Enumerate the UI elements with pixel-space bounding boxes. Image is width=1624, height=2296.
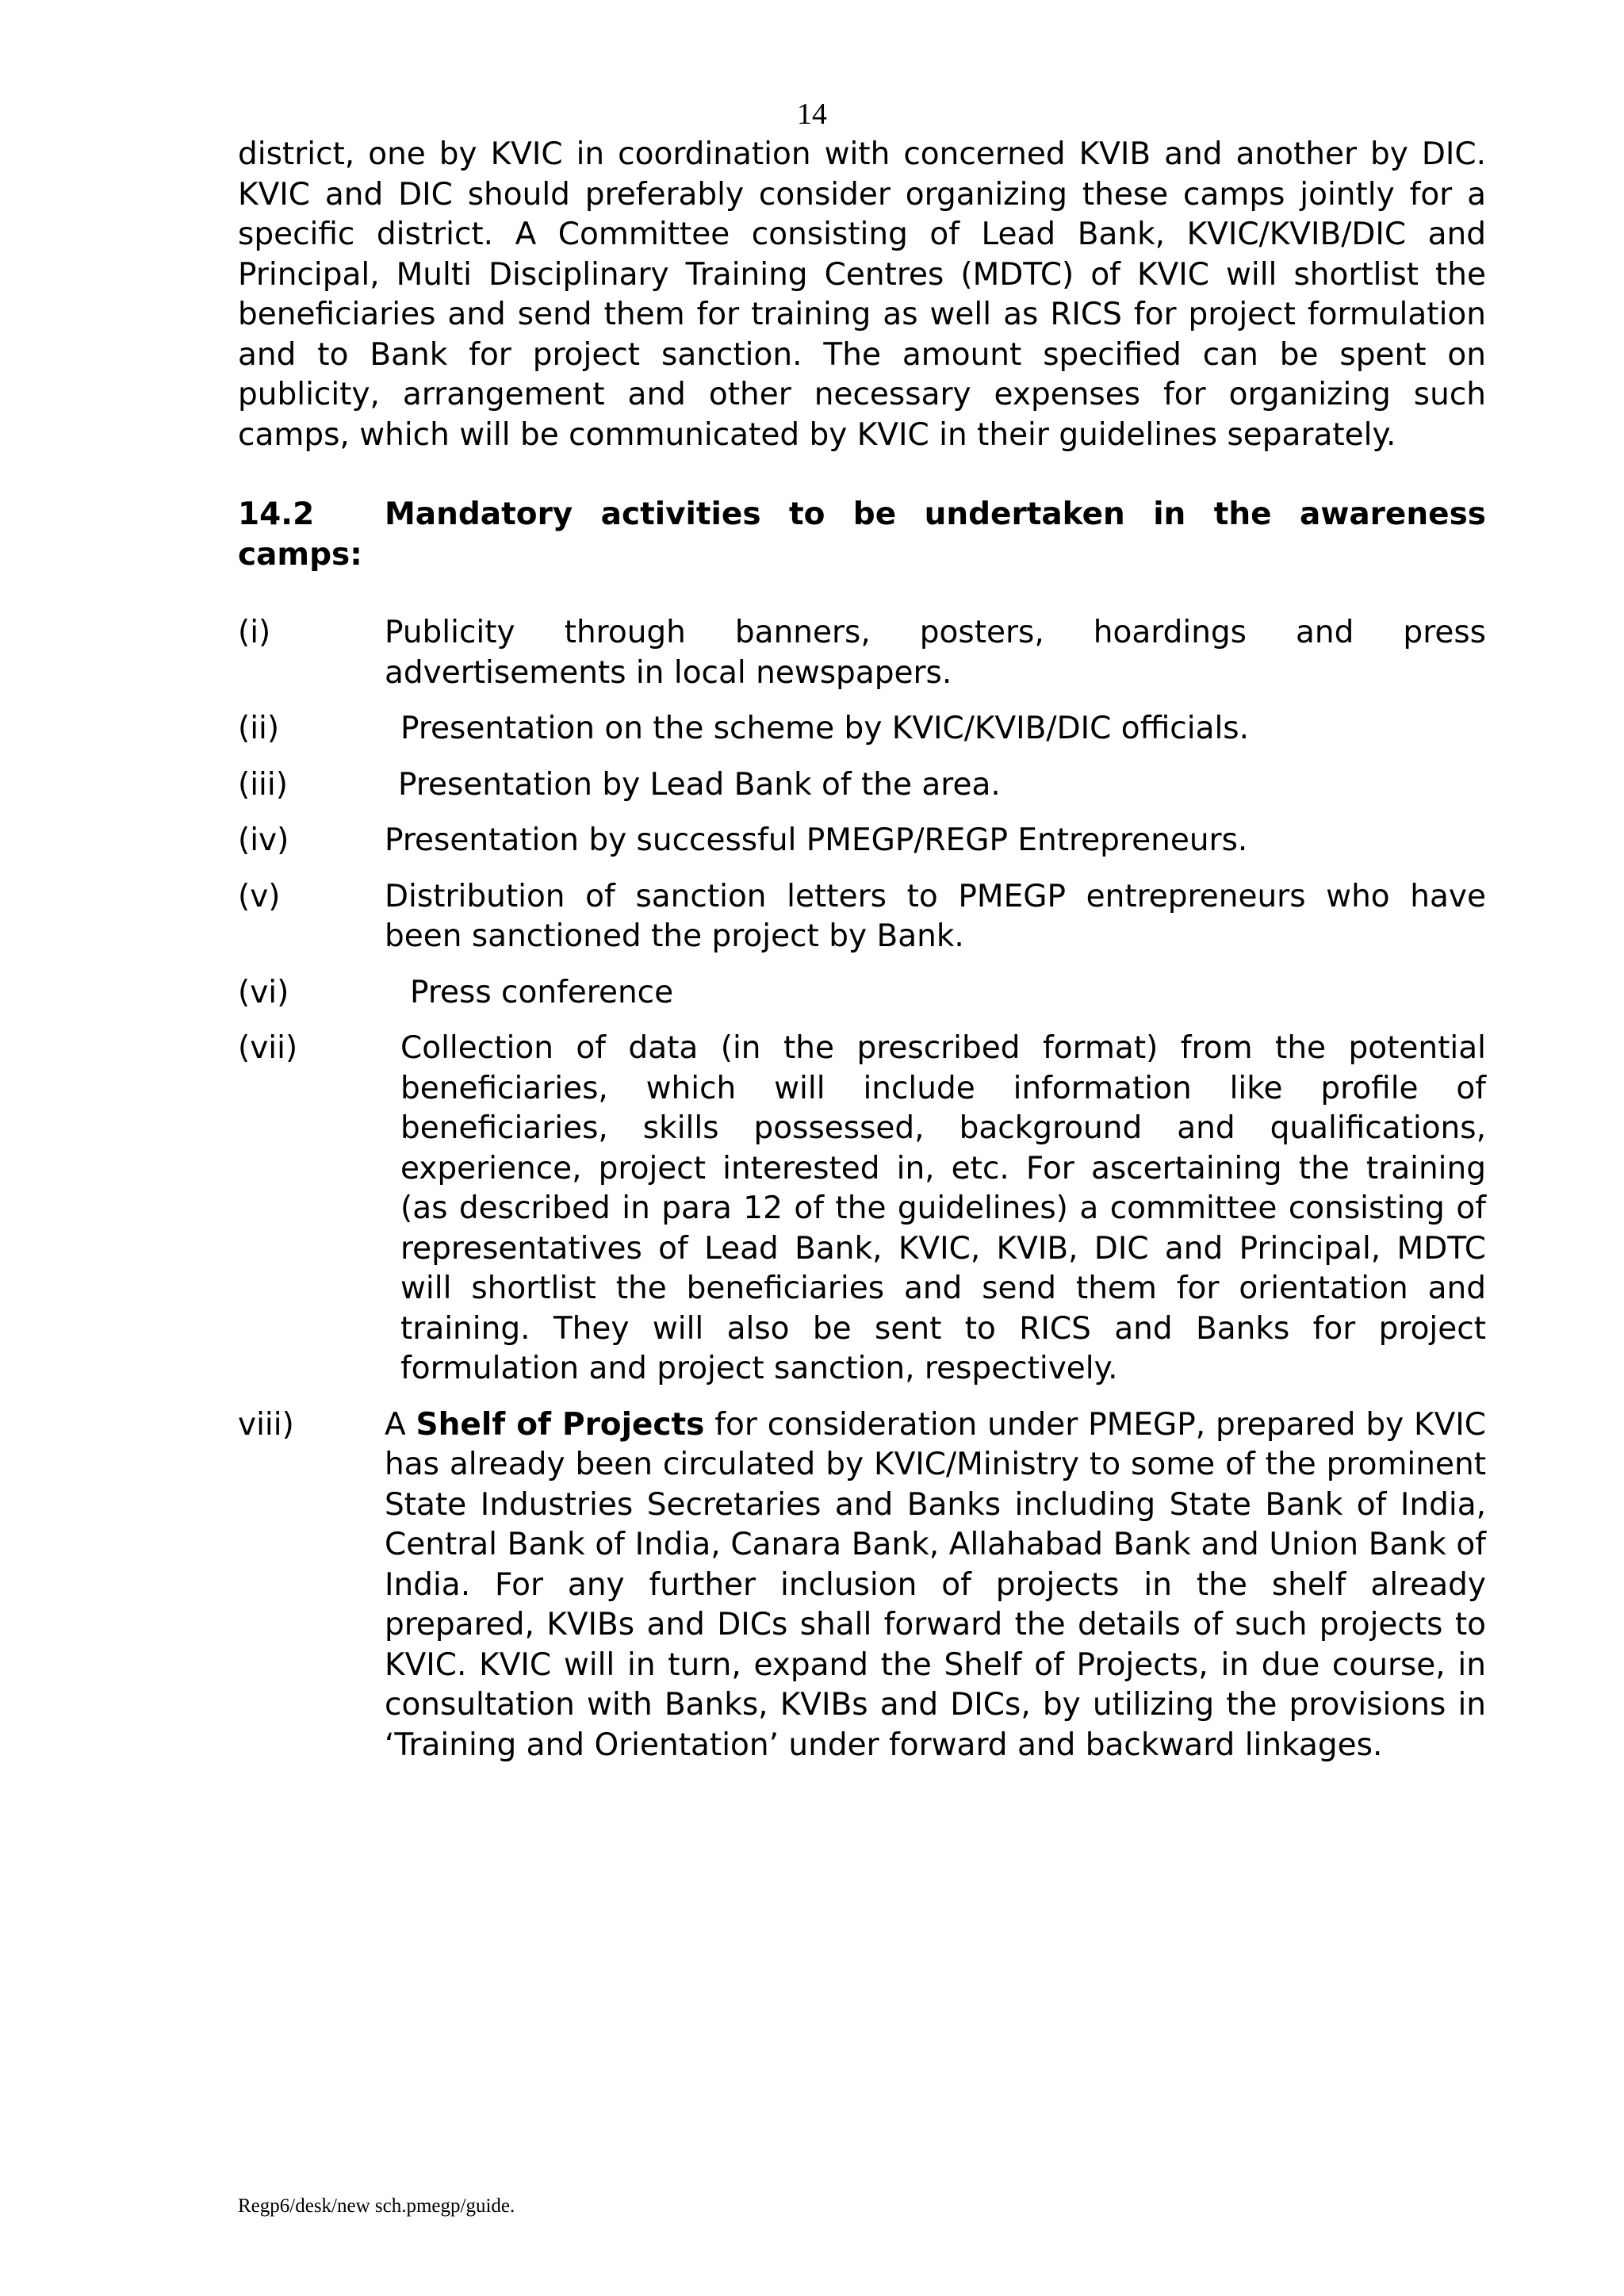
list-item-text: Presentation by Lead Bank of the area. bbox=[398, 766, 1001, 803]
footer-path: Regp6/desk/new sch.pmegp/guide. bbox=[238, 2195, 515, 2217]
list-item-marker: (ii) bbox=[238, 711, 280, 746]
list-item bbox=[238, 1405, 1486, 1766]
list-item bbox=[238, 765, 1486, 806]
list-item-text: Presentation by successful PMEGP/REGP Entrepreneurs. bbox=[385, 822, 1248, 858]
shelf-of-projects-emphasis: Shelf of Projects bbox=[416, 1406, 705, 1443]
list-item-text-rest: for consideration under PMEGP, prepared by KVIC has already been circulated by KVIC/Ministry to some of the prominent State Industries Secretaries and Banks including State Bank of India, Central Bank of India, Canara Bank, Allahabad Bank and Union Bank of India. For any further inclusion of projects in the shelf already prepared, KVIBs and DICs shall forward the details of such projects to KVIC. KVIC will in turn, expand the Shelf of Projects, in due course, in consultation with Banks, KVIBs and DICs, by utilizing the provisions in ‘Training and Orientation’ under forward and backward linkages. bbox=[385, 1406, 1486, 1763]
list-item-marker: (vii) bbox=[238, 1030, 298, 1066]
list-item-text bbox=[385, 1405, 1486, 1766]
list-item bbox=[238, 613, 1486, 693]
list-item-marker: (i) bbox=[238, 615, 271, 650]
list-item-text: Presentation on the scheme by KVIC/KVIB/DIC officials. bbox=[400, 711, 1250, 746]
list-item-text-prefix: A bbox=[385, 1406, 416, 1443]
list-item-marker: (v) bbox=[238, 878, 281, 914]
section-number: 14.2 bbox=[238, 496, 315, 532]
list-item-marker: viii) bbox=[238, 1406, 294, 1443]
list-item bbox=[238, 1029, 1486, 1389]
list-item-marker: (iii) bbox=[238, 766, 288, 803]
list-item bbox=[238, 973, 1486, 1014]
section-heading bbox=[238, 495, 1486, 575]
list-item-text: Collection of data (in the prescribed format) from the potential beneficiaries, which will include information like profile of beneficiaries, skills possessed, background and qualifications, experience, project interested in, etc. For ascertaining the training (as described in para 12 of the guidelines) a committee consisting of representatives of Lead Bank, KVIC, KVIB, DIC and Principal, MDTC will shortlist the beneficiaries and send them for orientation and training. They will also be sent to RICS and Banks for project formulation and project sanction, respectively. bbox=[400, 1030, 1486, 1386]
list-item bbox=[238, 877, 1486, 957]
list-item-text: Publicity through banners, posters, hoardings and press advertisements in local newspapers. bbox=[385, 615, 1486, 691]
list-item-text: Distribution of sanction letters to PMEGP entrepreneurs who have been sanctioned the project by Bank. bbox=[385, 878, 1486, 954]
list-item-marker: (vi) bbox=[238, 974, 289, 1010]
activity-list bbox=[238, 613, 1486, 1765]
section-title: Mandatory activities to be undertaken in the awareness camps: bbox=[238, 496, 1486, 573]
document-body bbox=[238, 135, 1486, 1781]
list-item-marker: (iv) bbox=[238, 822, 289, 858]
page-number: 14 bbox=[797, 98, 827, 131]
intro-paragraph: district, one by KVIC in coordination with concerned KVIB and another by DIC. KVIC and DIC should preferably consider organizing these camps jointly for a specific district. A Committee consisting of Lead Bank, KVIC/KVIB/DIC and Principal, Multi Disciplinary Training Centres (MDTC) of KVIC will shortlist the beneficiaries and send them for training as well as RICS for project formulation and to Bank for project sanction. The amount specified can be spent on publicity, arrangement and other necessary expenses for organizing such camps, which will be communicated by KVIC in their guidelines separately. bbox=[238, 136, 1486, 453]
list-item-text: Press conference bbox=[410, 974, 674, 1010]
list-item bbox=[238, 821, 1486, 861]
list-item bbox=[238, 709, 1486, 749]
